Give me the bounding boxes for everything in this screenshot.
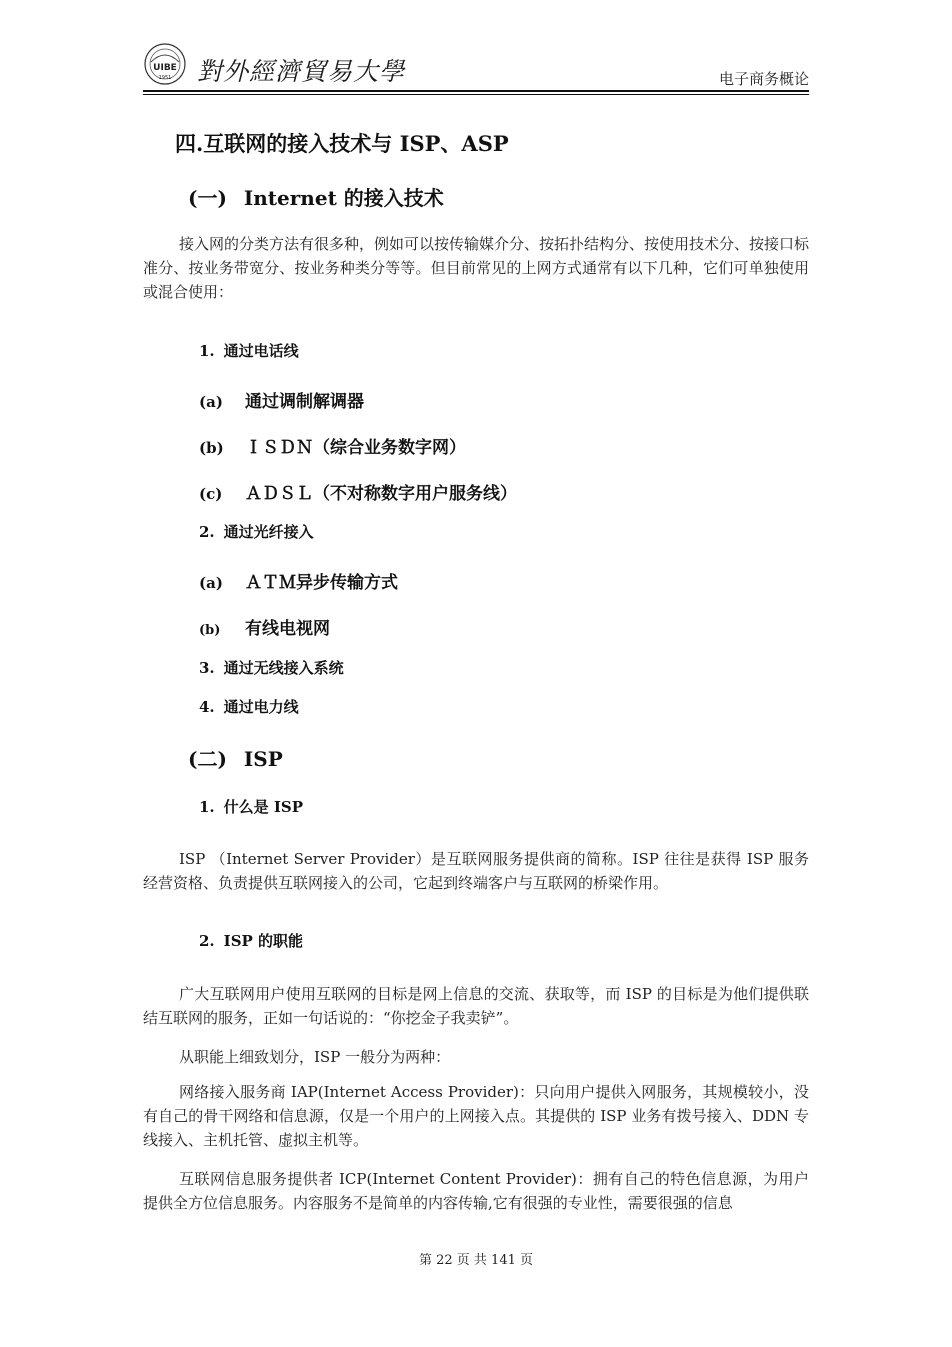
list-label: 通过光纤接入	[223, 523, 314, 541]
page-footer: 第 22 页 共 141 页	[418, 1253, 534, 1268]
list-tag: (a)	[199, 393, 223, 411]
list-subitem-adsl	[199, 479, 517, 504]
course-title: 电子商务概论	[718, 70, 809, 88]
section-title: 四.互联网的接入技术与 ISP、ASP	[175, 131, 509, 156]
university-logo-icon	[143, 42, 187, 86]
list-tag: (a)	[199, 574, 223, 592]
isp-definition-paragraph: ISP （Internet Server Provider）是互联网服务提供商的简称。ISP 往往是获得 ISP 服务经营资格、负责提供互联网接入的公司，它起到终端客户与互联网的桥梁作用。	[143, 850, 809, 892]
subsection-number: (一)	[188, 186, 227, 210]
list-number: 2.	[199, 932, 215, 950]
subsection-number: (二)	[188, 747, 227, 771]
list-item-wireless	[199, 657, 344, 678]
icp-paragraph: 互联网信息服务提供者 ICP(Internet Content Provider)：拥有自己的特色信息源，为用户提供全方位信息服务。内容服务不是简单的内容传输,它有很强的专业性，需要很强的信息	[143, 1170, 809, 1212]
list-number: 3.	[199, 659, 215, 677]
subsection-title: ISP	[243, 747, 283, 771]
isp-division-paragraph: 从职能上细致划分，ISP 一般分为两种：	[179, 1048, 451, 1066]
list-number: 2.	[199, 523, 215, 541]
list-tag: (b)	[199, 623, 221, 638]
list-subitem-atm	[199, 568, 398, 593]
list-label: 通过电力线	[223, 698, 299, 716]
list-item-power-line	[199, 696, 299, 717]
list-tag: (b)	[199, 439, 224, 457]
list-subitem-cable-tv	[199, 614, 330, 639]
list-tag: (c)	[199, 485, 223, 503]
list-label: ＡＤＳＬ（不对称数字用户服务线）	[245, 484, 517, 504]
isp-goal-paragraph: 广大互联网用户使用互联网的目标是网上信息的交流、获取等，而 ISP 的目标是为他们提供联结互联网的服务，正如一句话说的：“你挖金子我卖铲”。	[143, 985, 809, 1027]
subsection-heading-internet-access	[188, 182, 444, 211]
list-number: 1.	[199, 798, 215, 816]
subsection-title: Internet 的接入技术	[243, 186, 444, 210]
university-name: 對外經濟貿易大學	[197, 57, 406, 86]
iap-paragraph: 网络接入服务商 IAP(Internet Access Provider)：只向用户提供入网服务，其规模较小，没有自己的骨干网络和信息源，仅是一个用户的上网接入点。其提供的 ISP 业务有拨号接入、DDN 专线接入、主机托管、虚拟主机等。	[143, 1083, 809, 1149]
header-divider-thin	[143, 94, 809, 95]
intro-paragraph: 接入网的分类方法有很多种，例如可以按传输媒介分、按拓扑结构分、按使用技术分、按接口标准分、按业务带宽分、按业务种类分等等。但目前常见的上网方式通常有以下几种，它们可单独使用或混合使用：	[143, 235, 810, 301]
list-label: 有线电视网	[245, 619, 330, 639]
list-label: 什么是 ISP	[223, 798, 304, 816]
list-label: 通过无线接入系统	[223, 659, 344, 677]
header-divider	[143, 90, 809, 92]
logo-text: UIBE	[153, 63, 177, 73]
list-subitem-modem	[199, 387, 364, 412]
list-item-isp-functions	[199, 930, 303, 951]
logo-year: 1951	[158, 75, 172, 81]
list-item-telephone-line	[199, 340, 299, 361]
list-label: ISP 的职能	[223, 932, 304, 950]
list-label: ＩＳＤＮ（综合业务数字网）	[245, 438, 466, 458]
list-number: 1.	[199, 342, 215, 360]
list-item-fiber	[199, 521, 314, 542]
list-number: 4.	[199, 698, 215, 716]
list-label: ＡＴＭ异步传输方式	[245, 573, 398, 593]
page-header	[143, 42, 809, 94]
list-subitem-isdn	[199, 433, 466, 458]
list-item-what-is-isp	[199, 796, 303, 817]
subsection-heading-isp	[188, 743, 283, 772]
list-label: 通过调制解调器	[245, 392, 364, 412]
list-label: 通过电话线	[223, 342, 299, 360]
